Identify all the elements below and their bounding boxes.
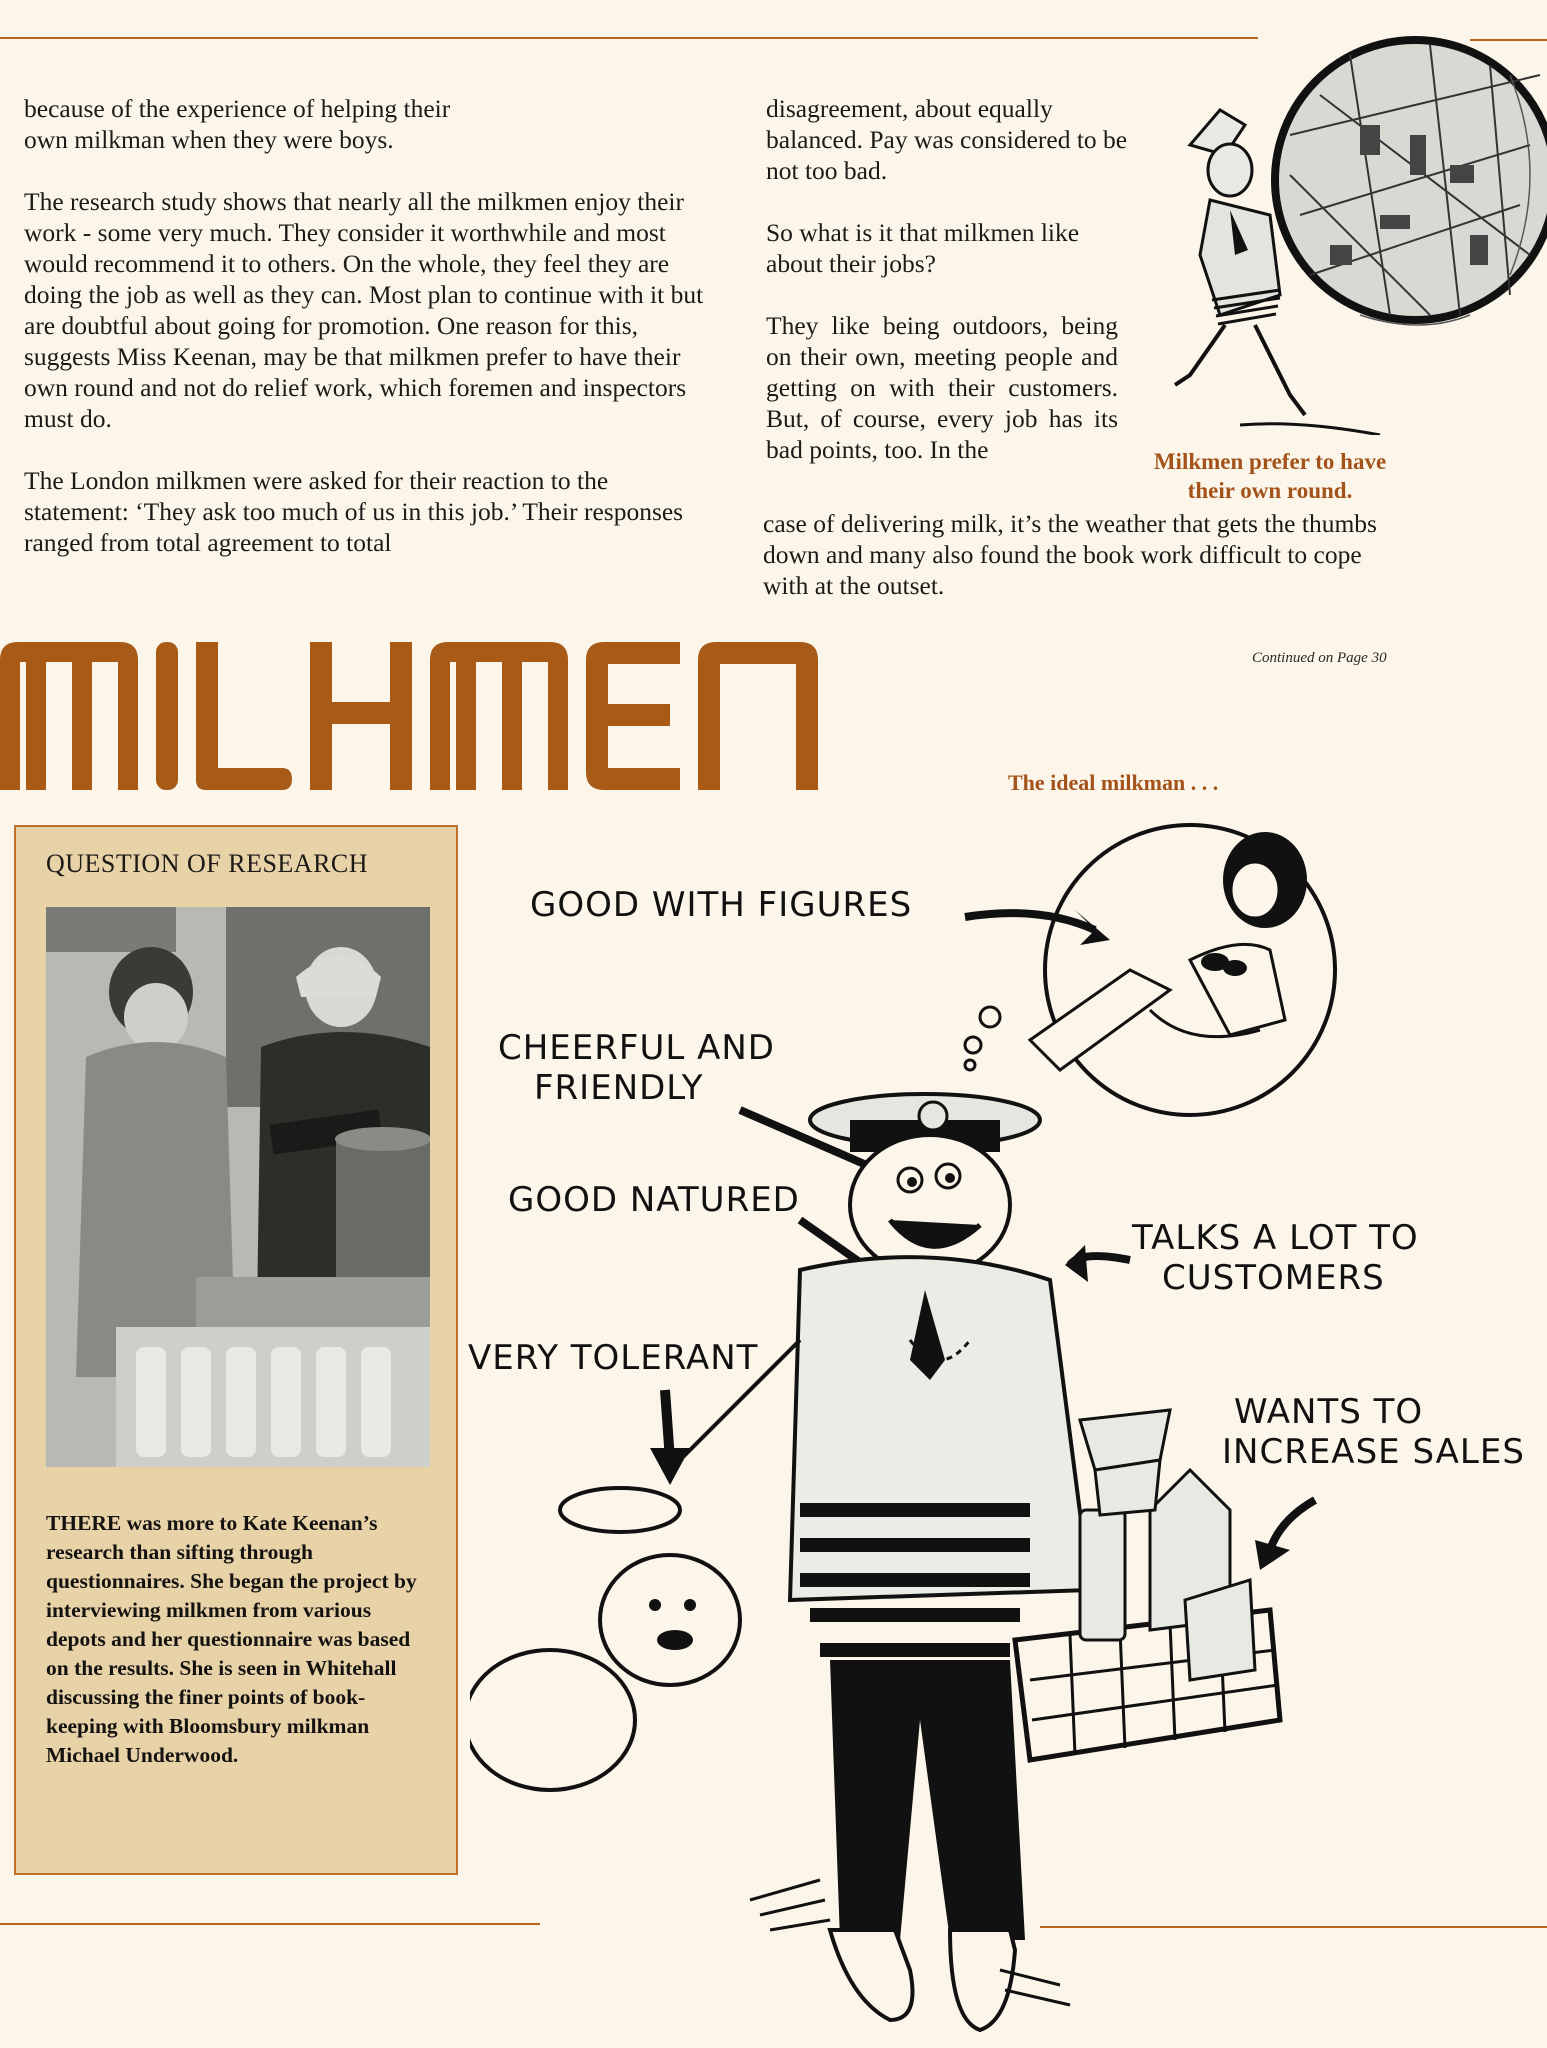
paragraph: They like being outdoors, being on their own, meeting people and getting on with their customers. But, of course, every job has its bad points, too. In the — [766, 311, 1118, 464]
photo-illustration — [46, 907, 430, 1467]
label-wants-to-increase-sales — [1222, 1392, 1525, 1472]
milkmen-headline — [0, 640, 860, 790]
label-talks-a-lot — [1132, 1218, 1419, 1298]
article-right-column — [766, 93, 1136, 465]
sidebar-question-of-research — [14, 825, 458, 1875]
milkman-carrying-globe-illustration — [1130, 15, 1547, 435]
paragraph: The London milkmen were asked for their reaction to the statement: ‘They ask too much of us in this job.’ Their responses ranged from total agreement to total — [24, 466, 684, 557]
label-very-tolerant: VERY TOLERANT — [468, 1338, 759, 1378]
label-cheerful-and-friendly — [498, 1028, 775, 1108]
bottom-rule-left — [0, 1923, 540, 1925]
label-wants-line1: WANTS TO — [1234, 1392, 1424, 1432]
label-good-with-figures: GOOD WITH FIGURES — [530, 885, 913, 925]
globe-caption — [1100, 447, 1440, 505]
globe-caption-line2: their own round. — [1187, 478, 1353, 503]
paragraph: So what is it that milkmen like about their jobs? — [766, 218, 1080, 278]
globe-caption-line1: Milkmen prefer to have — [1153, 449, 1387, 474]
paragraph: The research study shows that nearly all the milkmen enjoy their work - some very much. They consider it worthwhile and most would recommend it to others. On the whole, they feel they are doing the job as well as they can. Most plan to continue with it but are doubtful about going for promotion. One reason for this, suggests Miss Keenan, may be that milkmen prefer to have their own round and not do relief work, which foremen and inspectors must do. — [24, 187, 704, 433]
cartoon-title: The ideal milkman . . . — [1008, 770, 1219, 795]
label-cheerful-line1: CHEERFUL AND — [498, 1028, 775, 1068]
sidebar-title: QUESTION OF RESEARCH — [46, 849, 369, 878]
label-cheerful-line2: FRIENDLY — [534, 1068, 704, 1108]
sidebar-photo — [46, 907, 430, 1467]
label-talks-line2: CUSTOMERS — [1162, 1258, 1385, 1298]
paragraph: disagreement, about equally balanced. Pay was considered to be not too bad. — [766, 94, 1128, 185]
label-wants-line2: INCREASE SALES — [1222, 1432, 1525, 1472]
label-talks-line1: TALKS A LOT TO — [1132, 1218, 1419, 1258]
paragraph: because of the experience of helping their own milkman when they were boys. — [24, 94, 451, 154]
bottom-rule-right — [1040, 1926, 1547, 1928]
article-right-continuation: case of delivering milk, it’s the weather that gets the thumbs down and many also found the book work difficult to cope with at the outset. — [763, 509, 1377, 600]
label-good-natured: GOOD NATURED — [508, 1180, 800, 1220]
top-rule — [0, 37, 1258, 39]
continued-on-page[interactable]: Continued on Page 30 — [1252, 650, 1387, 666]
article-left-column — [24, 93, 724, 558]
sidebar-body-text: THERE was more to Kate Keenan’s research than sifting through questionnaires. She began the project by interviewing milkmen from various depots and her questionnaire was based on the results. She is seen in Whitehall discussing the finer points of book-keeping with Bloomsbury milkman Michael Underwood. — [46, 1511, 417, 1767]
